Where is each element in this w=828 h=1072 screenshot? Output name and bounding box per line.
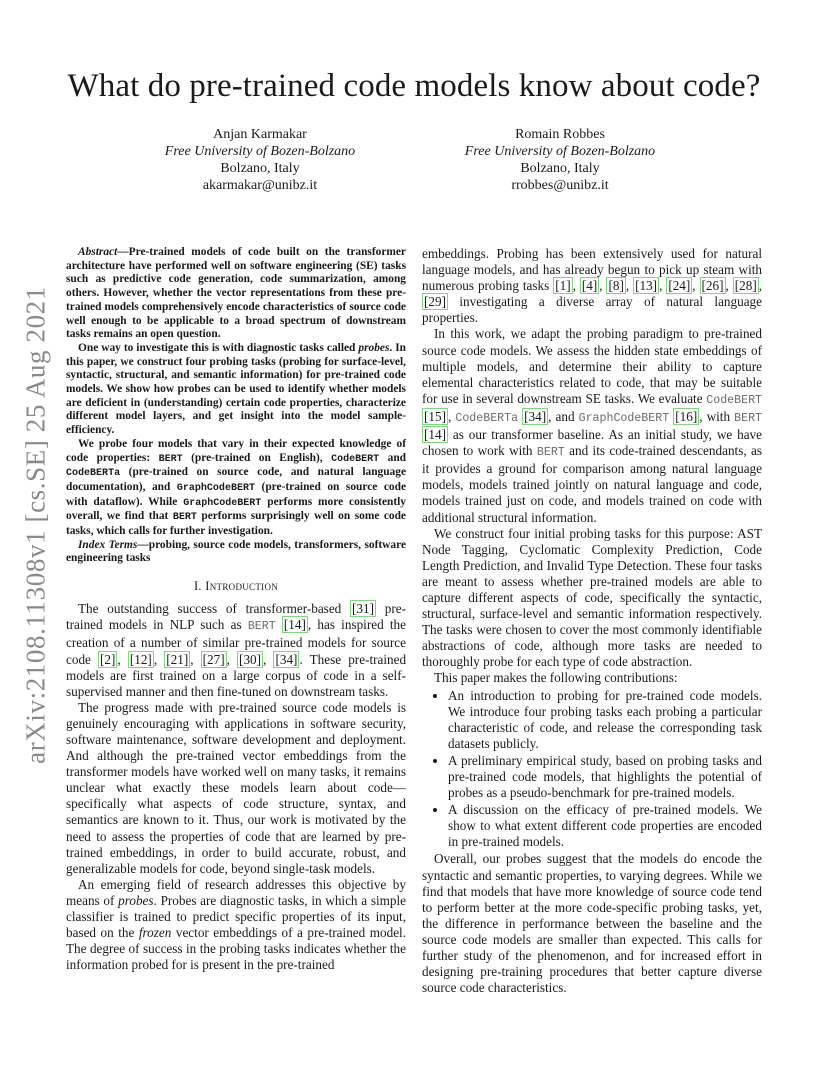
model-name: BERT — [247, 620, 276, 634]
abstract-paragraph: Abstract—Pre-trained models of code built on the transformer architecture have performed well on software engineering (SE) tasks such as predictive code generation, code summarization, among others. However, whether the vector representations from these pre-trained models comprehensively encode characteristics of source code well enough to be applicable to a broad spectrum of downstream tasks remains an open question. — [66, 246, 406, 341]
paper-title: What do pre-trained code models know about code? — [67, 68, 761, 104]
abstract-paragraph: We probe four models that vary in their expected knowledge of code properties: BERT (pre-trained on English), CodeBERT and CodeBERTa (pre-trained on source code, and natural language documentation), and GraphCodeBERT (pre-trained on source code with dataflow). While GraphCodeBERT performs more consistently overall, we find that BERT performs surprisingly well on some code tasks, which calls for further investigation. — [66, 437, 406, 538]
body-paragraph: An emerging field of research addresses this objective by means of probes. Probes are diagnostic tasks, in which a simple classifier is trained to predict specific properties of its input, based on the frozen vector embeddings of a pre-trained model. The degree of success in the probing tasks indicates whether the information probed for is present in the pre-trained — [66, 876, 407, 973]
abstract-label: Abstract — [78, 246, 118, 258]
author-block-1 — [130, 126, 390, 194]
author-email: akarmakar@unibz.it — [202, 178, 318, 193]
citation-link[interactable]: [28] — [734, 278, 757, 294]
citation-link[interactable]: [14] — [424, 427, 446, 443]
citation-link[interactable]: [21] — [166, 651, 189, 667]
citation-link[interactable]: [2] — [100, 651, 116, 667]
model-name: CodeBERTa — [66, 468, 121, 480]
body-paragraph: embeddings. Probing has been extensively used for natural language models, and has already begun to pick up steam with numerous probing tasks [1] , [4] , [8] , [13] , [24] , [26] , [28] , [29] investigating a diverse array of natural language properties. — [422, 246, 763, 326]
author-affiliation: Free University of Bozen-Bolzano — [164, 144, 356, 159]
model-name: CodeBERT — [706, 393, 762, 407]
citation-link[interactable]: [30] — [239, 651, 262, 667]
body-paragraph: The outstanding success of transformer-based [31] pre-trained models in NLP such as BERT [14] , has inspired the creation of a number of similar pre-trained models for source code [2] , [12] , [21] , [27] , [30] , [34] . These pre-trained models are first trained on a large corpus of code in a self-supervised manner and then fine-tuned on downstream tasks. — [66, 601, 407, 699]
author-name: Romain Robbes — [515, 127, 605, 142]
list-item: • A preliminary empirical study, based on probing tasks and pre-trained code models, that highlights the potential of probes as a pseudo-benchmark for pre-trained models. — [448, 753, 762, 801]
citation-link[interactable]: [27] — [202, 651, 225, 667]
abstract — [66, 246, 406, 566]
arxiv-sidebar — [4, 286, 68, 764]
author-affiliation: Free University of Bozen-Bolzano — [464, 144, 656, 159]
model-name: GraphCodeBERT — [176, 482, 255, 494]
abstract-paragraph: One way to investigate this is with diagnostic tasks called probes. In this paper, we construct four probing tasks (probing for surface-level, syntactic, structural, and semantic information) for pre-trained code models. We show how probes can be used to identify whether models are deficient in (understanding) certain code properties, characterize different model layers, and get insight into the model sample-efficiency. — [66, 341, 406, 437]
body-paragraph: In this work, we adapt the probing paradigm to pre-trained source code models. We assess the hidden state embeddings of multiple models, and determine their ability to capture elemental characteristics related to code, that may be suitable for use in several downstream SE tasks. We evaluate CodeBERT [15] , CodeBERTa [34] , and GraphCodeBERT [16] , with BERT [14] as our transformer baseline. As an initial study, we have chosen to work with BERT and its code-trained descendants, as it provides a ground for comparison among natural language models, models trained jointly on natural language and code, models trained just on code, and models trained on code with additional structural information. — [422, 326, 763, 525]
model-name: GraphCodeBERT — [183, 497, 262, 509]
section-heading: I. Introduction — [193, 579, 279, 594]
author-email: rrobbes@unibz.it — [511, 178, 609, 193]
model-name: BERT — [158, 453, 183, 465]
model-name: GraphCodeBERT — [578, 411, 670, 425]
model-name: CodeBERT — [331, 453, 380, 465]
model-name: CodeBERTa — [455, 411, 519, 425]
body-paragraph: Overall, our probes suggest that the models do encode the syntactic and semantic properties, to varying degrees. While we find that models that have more knowledge of source code tend to perform better at the more code-specific probing tasks, yet, the difference in performance between the baseline and the source code models are smaller than expected. This calls for further study of the phenomenon, and for increased effort in designing pre-training procedures that better capture diverse source code characteristics. — [422, 851, 762, 996]
citation-link[interactable]: [34] — [524, 408, 547, 424]
citation-link[interactable]: [15] — [424, 408, 446, 424]
author-name: Anjan Karmakar — [213, 127, 307, 142]
arxiv-identifier: arXiv:2108.11308v1 [cs.SE] 25 Aug 2021 — [20, 286, 51, 764]
contributions-list — [422, 688, 762, 851]
citation-link[interactable]: [12] — [129, 651, 152, 667]
right-column — [422, 246, 762, 996]
citation-link[interactable]: [16] — [675, 408, 698, 424]
citation-link[interactable]: [8] — [608, 278, 624, 294]
citation-link[interactable]: [4] — [581, 278, 598, 294]
citation-link[interactable]: [26] — [701, 278, 724, 294]
citation-link[interactable]: [14] — [283, 617, 306, 633]
citation-link[interactable]: [34] — [275, 651, 298, 667]
citation-link[interactable]: [31] — [352, 601, 375, 617]
index-terms: Index Terms—probing, source code models, transformers, software engineering tasks — [66, 538, 406, 565]
model-name: BERT — [734, 411, 763, 425]
author-location: Bolzano, Italy — [220, 161, 300, 176]
author-location: Bolzano, Italy — [520, 161, 600, 176]
body-paragraph: The progress made with pre-trained source code models is genuinely encouraging with applications in software security, software maintenance, software development and deployment. And although the pre-trained vector embeddings from the transformer models have worked well on many tasks, it remains unclear what exactly these models learn about code—specifically what aspects of code structure, syntax, and semantics are known to it. Thus, our work is motivated by the need to assess the properties of code that are learned by pre-trained embeddings, in order to build accurate, robust, and generalizable models for code, beyond single-task models. — [66, 699, 406, 876]
citation-link[interactable]: [29] — [424, 294, 446, 310]
citation-link[interactable]: [24] — [668, 278, 691, 294]
body-paragraph: This paper makes the following contributions: — [434, 670, 678, 686]
list-item: • A discussion on the efficacy of pre-trained models. We show to what extent different code properties are encoded in pre-trained models. — [448, 802, 762, 850]
citation-link[interactable]: [1] — [555, 278, 571, 294]
list-item: • An introduction to probing for pre-trained code models. We introduce four probing tasks each probing a particular characteristic of code, and release the corresponding task datasets publicly. — [448, 688, 762, 752]
left-column — [66, 246, 406, 973]
body-paragraph: We construct four initial probing tasks for this purpose: AST Node Tagging, Cyclomatic Complexity Prediction, Code Length Prediction, and Invalid Type Detection. These four tasks are meant to assess whether pre-trained models are able to capture different aspects of code, specifically the syntactic, structural, surface-level and semantic information respectively. The tasks were chosen to cover the most commonly identifiable abstractions of code, although more tasks are needed to thoroughly probe for each type of code abstraction. — [422, 525, 762, 670]
model-name: BERT — [172, 512, 197, 524]
model-name: BERT — [536, 446, 565, 460]
author-block-2 — [430, 126, 690, 194]
index-terms-label: Index Terms — [78, 538, 138, 551]
citation-link[interactable]: [13] — [635, 278, 658, 294]
